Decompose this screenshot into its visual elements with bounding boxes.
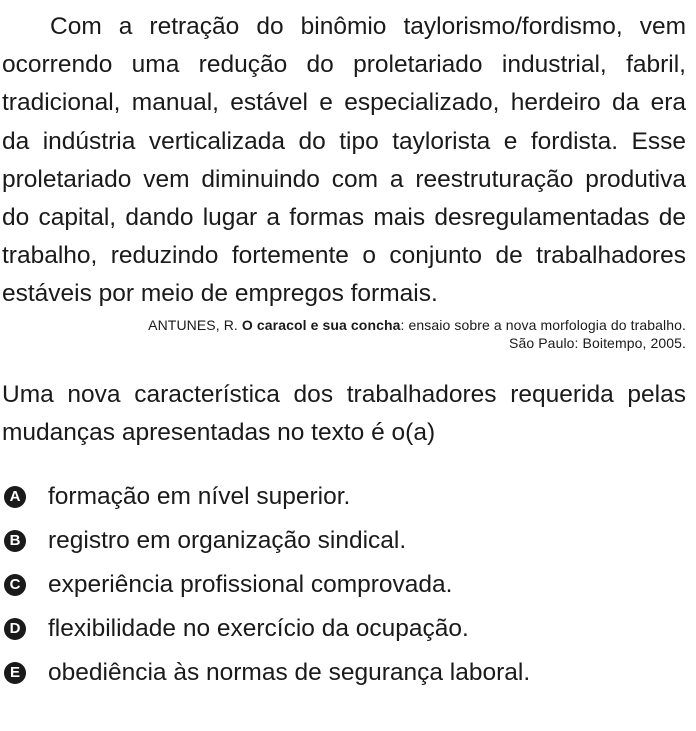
question-text: Uma nova característica dos trabalhadores requerida pelas mudanças apresentadas no texto é o(a) — [2, 380, 686, 446]
citation-book-title: O caracol e sua concha — [241, 316, 401, 333]
option-text: obediência às normas de segurança laboral. — [48, 658, 531, 686]
option-text: registro em organização sindical. — [48, 526, 407, 554]
answer-options — [2, 475, 686, 695]
citation-author: ANTUNES, R. — [148, 316, 238, 333]
option-c[interactable] — [2, 563, 686, 607]
option-letter-badge: B — [4, 530, 26, 552]
option-letter-badge: E — [4, 662, 26, 684]
passage-text: Com a retração do binômio taylorismo/fordismo, vem ocorrendo uma redução do proletariado industrial, fabril, tradicional, manual, estável e especializado, herdeiro da era da indústria verticalizada do tipo taylorista e fordista. Esse proletariado vem diminuindo com a reestruturação produtiva do capital, dando lugar a formas mais desregulamentadas de trabalho, reduzindo fortemente o conjunto de trabalhadores estáveis por meio de empregos formais. — [2, 13, 686, 308]
option-b[interactable] — [2, 519, 686, 563]
citation — [2, 316, 686, 352]
option-e[interactable] — [2, 651, 686, 695]
option-text: formação em nível superior. — [48, 482, 351, 510]
citation-publisher: São Paulo: Boitempo, 2005. — [509, 334, 686, 351]
citation-line-1 — [2, 316, 686, 334]
option-letter-badge: D — [4, 618, 26, 640]
option-letter-badge: A — [4, 486, 26, 508]
option-d[interactable] — [2, 607, 686, 651]
option-text: flexibilidade no exercício da ocupação. — [48, 614, 469, 642]
option-a[interactable] — [2, 475, 686, 519]
citation-subtitle: : ensaio sobre a nova morfologia do trabalho. — [400, 316, 686, 333]
option-letter-badge: C — [4, 574, 26, 596]
option-text: experiência profissional comprovada. — [48, 570, 453, 598]
